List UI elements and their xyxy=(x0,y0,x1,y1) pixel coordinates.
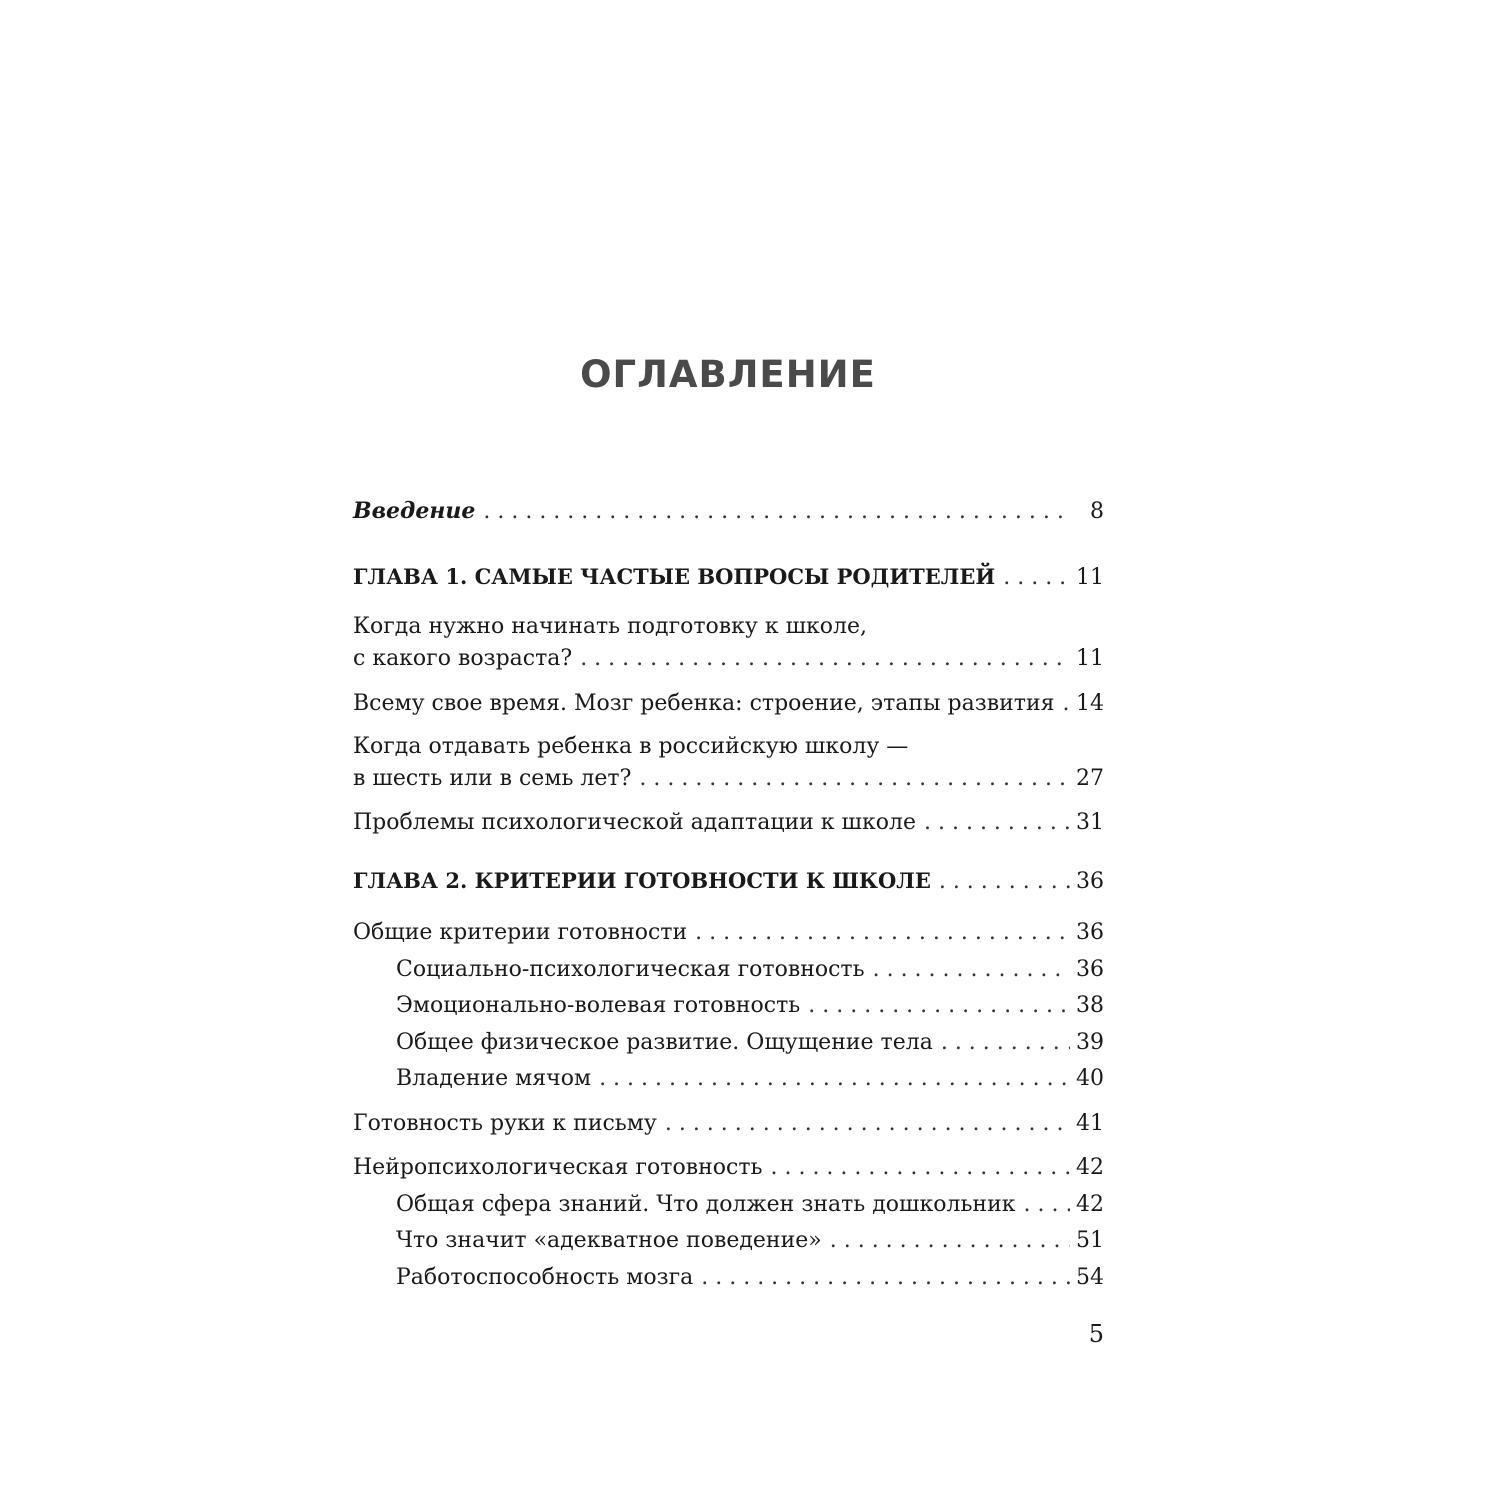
toc-entry-page: 14 xyxy=(1076,691,1104,716)
toc-entry-title: Общее физическое развитие. Ощущение тела xyxy=(396,1030,933,1055)
dot-leader xyxy=(695,917,1070,949)
toc-entry-adequate-behavior[interactable] xyxy=(396,1225,1104,1257)
dot-leader xyxy=(639,763,1070,795)
toc-entry-general-knowledge[interactable] xyxy=(396,1189,1104,1221)
toc-entry-title: Введение xyxy=(353,498,476,524)
toc-entry-page: 41 xyxy=(1076,1111,1104,1136)
toc-entry-introduction[interactable] xyxy=(353,495,1104,527)
toc-entry-title: Нейропсихологическая готовность xyxy=(353,1155,763,1180)
toc-entry-title: Работоспособность мозга xyxy=(396,1265,694,1290)
toc-entry-page: 39 xyxy=(1076,1030,1104,1055)
toc-entry-page: 36 xyxy=(1076,957,1104,982)
toc-entry-title: в шесть или в семь лет? xyxy=(353,766,632,791)
dot-leader xyxy=(1003,562,1070,594)
toc-entry-when-to-start[interactable] xyxy=(353,611,1104,675)
dot-leader xyxy=(599,1063,1070,1095)
page-number: 5 xyxy=(1088,1320,1104,1348)
toc-entry-page: 38 xyxy=(1076,993,1104,1018)
toc-entry-adaptation[interactable] xyxy=(353,807,1104,839)
toc-entry-page: 8 xyxy=(1090,499,1104,524)
toc-entry-title: Эмоционально-волевая готовность xyxy=(396,993,801,1018)
toc-entry-brain-development[interactable] xyxy=(353,688,1104,720)
toc-entry-physical-development[interactable] xyxy=(396,1027,1104,1059)
toc-entry-neuro-readiness[interactable] xyxy=(353,1152,1104,1184)
table-of-contents xyxy=(353,0,1104,1500)
toc-entry-hand-readiness[interactable] xyxy=(353,1108,1104,1140)
toc-entry-title-line1: Когда отдавать ребенка в российскую школу — xyxy=(353,734,909,759)
dot-leader xyxy=(941,1027,1070,1059)
toc-entry-page: 42 xyxy=(1076,1192,1104,1217)
dot-leader xyxy=(701,1262,1070,1294)
toc-entry-title: Проблемы психологической адаптации к школе xyxy=(353,810,916,835)
page-title: ОГЛАВЛЕНИЕ xyxy=(580,353,876,396)
toc-entry-title: Общие критерии готовности xyxy=(353,920,688,945)
toc-entry-title-line1: Когда нужно начинать подготовку к школе, xyxy=(353,614,868,639)
toc-entry-page: 40 xyxy=(1076,1066,1104,1091)
toc-entry-title: Что значит «адекватное поведение» xyxy=(396,1228,822,1253)
toc-entry-page: 42 xyxy=(1076,1155,1104,1180)
toc-entry-ball-skills[interactable] xyxy=(396,1063,1104,1095)
dot-leader xyxy=(924,807,1070,839)
toc-entry-chapter-2[interactable] xyxy=(353,865,1104,897)
toc-entry-school-age[interactable] xyxy=(353,731,1104,795)
dot-leader xyxy=(665,1108,1070,1140)
dot-leader xyxy=(580,643,1070,675)
toc-entry-page: 27 xyxy=(1076,766,1104,791)
toc-entry-title: Владение мячом xyxy=(396,1066,592,1091)
toc-entry-title: Готовность руки к письму xyxy=(353,1111,657,1136)
toc-entry-page: 54 xyxy=(1076,1265,1104,1290)
dot-leader xyxy=(873,954,1070,986)
toc-entry-page: 36 xyxy=(1076,869,1104,894)
toc-entry-title: Общая сфера знаний. Что должен знать дошкольник xyxy=(396,1192,1016,1217)
dot-leader xyxy=(1063,688,1071,720)
toc-entry-general-criteria[interactable] xyxy=(353,917,1104,949)
toc-entry-page: 36 xyxy=(1076,920,1104,945)
toc-entry-title: ГЛАВА 1. САМЫЕ ЧАСТЫЕ ВОПРОСЫ РОДИТЕЛЕЙ xyxy=(353,564,996,589)
dot-leader xyxy=(1024,1189,1070,1221)
toc-entry-page: 11 xyxy=(1076,565,1104,590)
dot-leader xyxy=(770,1152,1070,1184)
toc-entry-brain-capacity[interactable] xyxy=(396,1262,1104,1294)
toc-entry-social-readiness[interactable] xyxy=(396,954,1104,986)
toc-entry-page: 31 xyxy=(1076,810,1104,835)
toc-entry-title: с какого возраста? xyxy=(353,646,573,671)
toc-entry-page: 51 xyxy=(1076,1228,1104,1253)
dot-leader xyxy=(939,866,1070,898)
toc-entry-emotional-readiness[interactable] xyxy=(396,990,1104,1022)
toc-entry-title: Всему свое время. Мозг ребенка: строение, этапы развития xyxy=(353,691,1055,716)
toc-entry-page: 11 xyxy=(1076,646,1104,671)
dot-leader xyxy=(483,496,1070,528)
toc-entry-title: ГЛАВА 2. КРИТЕРИИ ГОТОВНОСТИ К ШКОЛЕ xyxy=(353,868,931,893)
dot-leader xyxy=(830,1225,1070,1257)
toc-entry-chapter-1[interactable] xyxy=(353,561,1104,593)
dot-leader xyxy=(808,990,1070,1022)
toc-entry-title: Социально-психологическая готовность xyxy=(396,957,865,982)
